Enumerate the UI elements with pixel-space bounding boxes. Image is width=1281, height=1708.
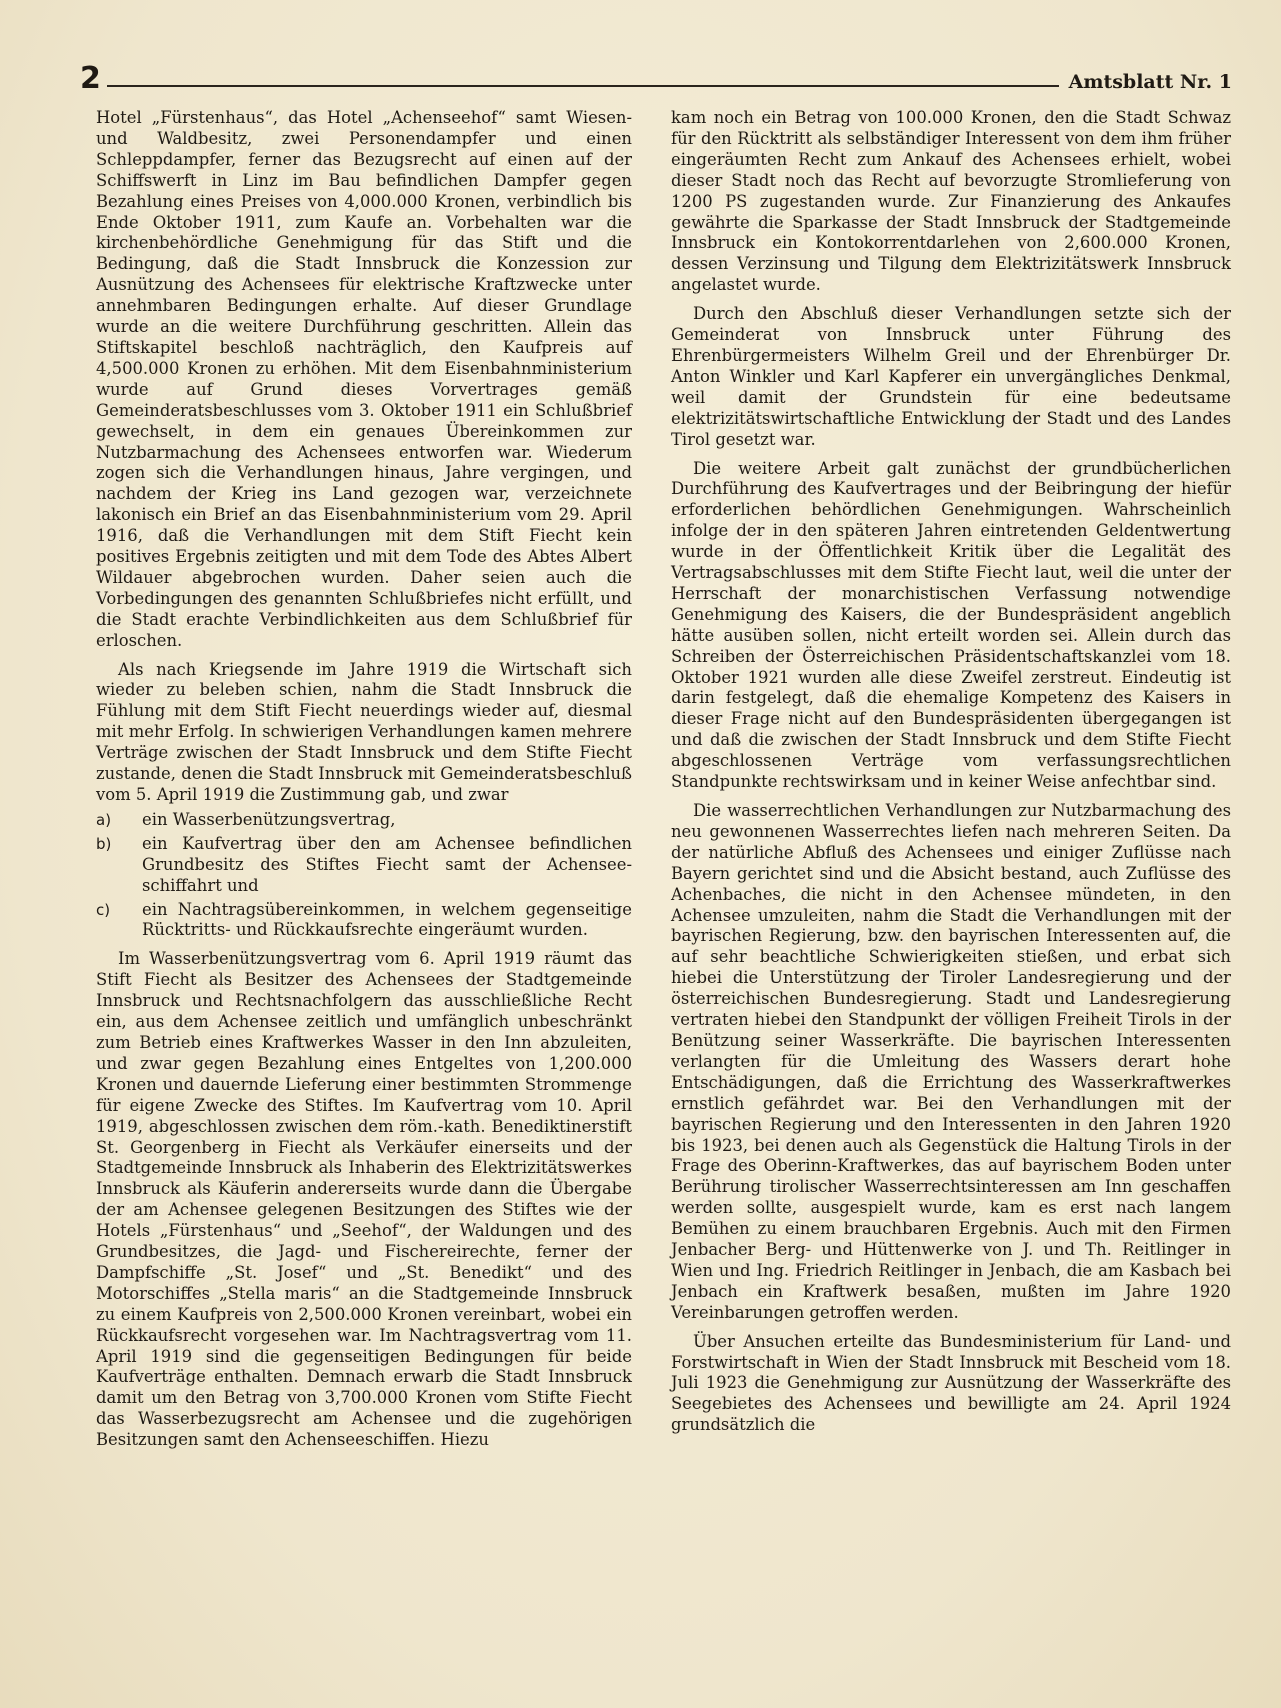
list-item <box>96 834 632 897</box>
list-item-text: ein Nachtragsübereinkommen, in welchem gegenseitige Rücktritts- und Rückkaufsrechte eingeräumt wurden. <box>142 899 632 940</box>
right-paragraph-4: Die wasserrechtlichen Verhandlungen zur Nutzbarmachung des neu gewonnenen Wasserrechtes liefen nach mehreren Seiten. Da der natürliche Abfluß des Achensees und einiger Zuflüsse nach Bayern gerichtet sind und die Absicht bestand, auch Zuflüsse des Achenbaches, die nicht in den Achensee mündeten, in den Achensee umzuleiten, nahm die Stadt die Verhandlungen mit der bayrischen Regierung, bzw. den bayrischen Interessenten auf, die auf sehr beachtliche Schwierigkeiten stießen, und erbat sich hiebei die Unterstützung der Tiroler Landesregierung und der österreichischen Bundesregierung. Stadt und Landesregierung vertraten hiebei den Standpunkt der völligen Freiheit Tirols in der Benützung seiner Wasserkräfte. Die bayrischen Interessenten verlangten für die Umleitung des Wassers derart hohe Entschädigungen, daß die Errichtung des Wasserkraftwerkes ernstlich gefährdet war. Bei den Verhandlungen mit der bayrischen Regierung und den Interessenten in den Jahren 1920 bis 1923, bei denen auch als Gegenstück die Haltung Tirols in der Frage des Oberinn-Kraftwerkes, das auf bayrischem Boden unter Berührung tirolischer Wasserrechtsinteressen am Inn geschaffen werden sollte, ausgespielt wurde, kam es erst nach langem Bemühen zu einem brauchbaren Ergebnis. Auch mit den Firmen Jenbacher Berg- und Hüttenwerke von J. und Th. Reitlinger in Wien und Ing. Friedrich Reitlinger in Jenbach, die am Kasbach bei Jenbach ein Kraftwerk besaßen, mußten im Jahre 1920 Vereinbarungen getroffen werden. <box>671 801 1231 1322</box>
issue-label: Amtsblatt Nr. 1 <box>1068 71 1232 93</box>
list-marker: b) <box>96 834 112 853</box>
right-column <box>671 108 1231 1436</box>
left-paragraph-2: Als nach Kriegsende im Jahre 1919 die Wirtschaft sich wieder zu beleben schien, nahm die Stadt Innsbruck die Fühlung mit dem Stift Fiecht neuerdings wieder auf, diesmal mit mehr Erfolg. In schwierigen Verhandlungen kamen mehrere Verträge zwischen der Stadt Innsbruck und dem Stifte Fiecht zustande, denen die Stadt Innsbruck mit Gemeinderatsbeschluß vom 5. April 1919 die Zustimmung gab, und zwar <box>96 659 632 804</box>
list-item-text: ein Kaufvertrag über den am Achensee befindlichen Grundbesitz des Stiftes Fiecht samt der Achensee-schiffahrt und <box>142 833 632 895</box>
list-marker: a) <box>96 810 112 829</box>
right-paragraph-3: Die weitere Arbeit galt zunächst der grundbücherlichen Durchführung des Kaufvertrages und der Beibringung der hiefür erforderlichen behördlichen Genehmigungen. Wahrscheinlich infolge der in den späteren Jahren eintretenden Geldentwertung wurde in der Öffentlichkeit Kritik über die Legalität des Vertragsabschlusses mit dem Stifte Fiecht laut, weil die unter der Herrschaft der monarchistischen Verfassung notwendige Genehmigung des Kaisers, die der Bundespräsident angeblich hätte ausüben sollen, nicht erteilt worden sei. Allein durch das Schreiben der Österreichischen Präsidentschaftskanzlei vom 18. Oktober 1921 wurden alle diese Zweifel zerstreut. Eindeutig ist darin festgelegt, daß die ehemalige Kompetenz des Kaisers in dieser Frage nicht auf den Bundespräsidenten übergegangen ist und daß die zwischen der Stadt Innsbruck und dem Stifte Fiecht abgeschlossenen Verträge vom verfassungsrechtlichen Standpunkte rechtswirksam und in keiner Weise anfechtbar sind. <box>671 458 1231 792</box>
left-paragraph-3: Im Wasserbenützungsvertrag vom 6. April 1919 räumt das Stift Fiecht als Besitzer des Achensees der Stadtgemeinde Innsbruck und Rechtsnachfolgern das ausschließliche Recht ein, aus dem Achensee zeitlich und umfänglich unbeschränkt zum Betrieb eines Kraftwerkes Wasser in den Inn abzuleiten, und zwar gegen Bezahlung eines Entgeltes von 1,200.000 Kronen und dauernde Lieferung einer bestimmten Strommenge für eigene Zwecke des Stiftes. Im Kaufvertrag vom 10. April 1919, abgeschlossen zwischen dem röm.-kath. Benediktinerstift St. Georgenberg in Fiecht als Verkäufer einerseits und der Stadtgemeinde Innsbruck als Inhaberin des Elektrizitätswerkes Innsbruck als Käuferin andererseits wurde dann die Übergabe der am Achensee gelegenen Besitzungen des Stiftes wie der Hotels „Fürstenhaus“ und „Seehof“, der Waldungen und des Grundbesitzes, die Jagd- und Fischereirechte, ferner der Dampfschiffe „St. Josef“ und „St. Benedikt“ und des Motorschiffes „Stella maris“ an die Stadtgemeinde Innsbruck zu einem Kaufpreis von 2,500.000 Kronen vereinbart, wobei ein Rückkaufsrecht vorgesehen war. Im Nachtragsvertrag vom 11. April 1919 sind die gegenseitigen Bedingungen für beide Kaufverträge enthalten. Demnach erwarb die Stadt Innsbruck damit um den Betrag von 3,700.000 Kronen vom Stifte Fiecht das Wasserbezugsrecht am Achensee und die zugehörigen Besitzungen samt den Achenseeschiffen. Hiezu <box>96 949 632 1450</box>
list-marker: c) <box>96 900 111 919</box>
list-item-text: ein Wasserbenützungsvertrag, <box>142 809 396 829</box>
list-item <box>96 810 632 831</box>
header-rule <box>107 85 1059 87</box>
contract-list <box>96 810 632 941</box>
right-paragraph-2: Durch den Abschluß dieser Verhandlungen setzte sich der Gemeinderat von Innsbruck unter Führung des Ehrenbürgermeisters Wilhelm Greil und der Ehrenbürger Dr. Anton Winkler und Karl Kapferer ein unvergängliches Denkmal, weil damit der Grundstein für eine bedeutsame elektrizitätswirtschaftliche Entwicklung der Stadt und des Landes Tirol gesetzt war. <box>671 304 1231 449</box>
right-paragraph-1: kam noch ein Betrag von 100.000 Kronen, den die Stadt Schwaz für den Rücktritt als selbständiger Interessent von dem ihm früher eingeräumten Recht zum Ankauf des Achensees erhielt, wobei dieser Stadt noch das Recht auf bevorzugte Stromlieferung von 1200 PS zugestanden wurde. Zur Finanzierung des Ankaufes gewährte die Sparkasse der Stadt Innsbruck der Stadtgemeinde Innsbruck ein Kontokorrentdarlehen von 2,600.000 Kronen, dessen Verzinsung und Tilgung dem Elektrizitätswerk Innsbruck angelastet wurde. <box>671 108 1231 295</box>
page-number: 2 <box>80 61 101 96</box>
page-header <box>80 58 1232 94</box>
list-item <box>96 900 632 942</box>
right-paragraph-5: Über Ansuchen erteilte das Bundesministerium für Land- und Forstwirtschaft in Wien der Stadt Innsbruck mit Bescheid vom 18. Juli 1923 die Genehmigung zur Ausnützung der Wasserkräfte des Seegebietes des Achensees und bewilligte am 24. April 1924 grundsätzlich die <box>671 1331 1231 1435</box>
left-paragraph-1: Hotel „Fürstenhaus“, das Hotel „Achenseehof“ samt Wiesen- und Waldbesitz, zwei Personendampfer und einen Schleppdampfer, ferner das Bezugsrecht auf einen auf der Schiffswerft in Linz im Bau befindlichen Dampfer gegen Bezahlung eines Preises von 4,000.000 Kronen, verbindlich bis Ende Oktober 1911, zum Kaufe an. Vorbehalten war die kirchenbehördliche Genehmigung für das Stift und die Bedingung, daß die Stadt Innsbruck die Konzession zur Ausnützung des Achensees für elektrische Kraftzwecke unter annehmbaren Bedingungen erhalte. Auf dieser Grundlage wurde an die weitere Durchführung geschritten. Allein das Stiftskapitel beschloß nachträglich, den Kaufpreis auf 4,500.000 Kronen zu erhöhen. Mit dem Eisenbahnministerium wurde auf Grund dieses Vorvertrages gemäß Gemeinderatsbeschlusses vom 3. Oktober 1911 ein Schlußbrief gewechselt, in dem ein genaues Übereinkommen zur Nutzbarmachung des Achensees entworfen war. Wiederum zogen sich die Verhandlungen hinaus, Jahre vergingen, und nachdem der Krieg ins Land gezogen war, verzeichnete lakonisch ein Brief an das Eisenbahnministerium vom 29. April 1916, daß die Verhandlungen mit dem Stift Fiecht kein positives Ergebnis zeitigten und mit dem Tode des Abtes Albert Wildauer abgebrochen wurden. Daher seien auch die Vorbedingungen des genannten Schlußbriefes nicht erfüllt, und die Stadt erachte Verbindlichkeiten aus dem Schlußbrief für erloschen. <box>96 108 632 650</box>
left-column <box>96 108 632 1451</box>
